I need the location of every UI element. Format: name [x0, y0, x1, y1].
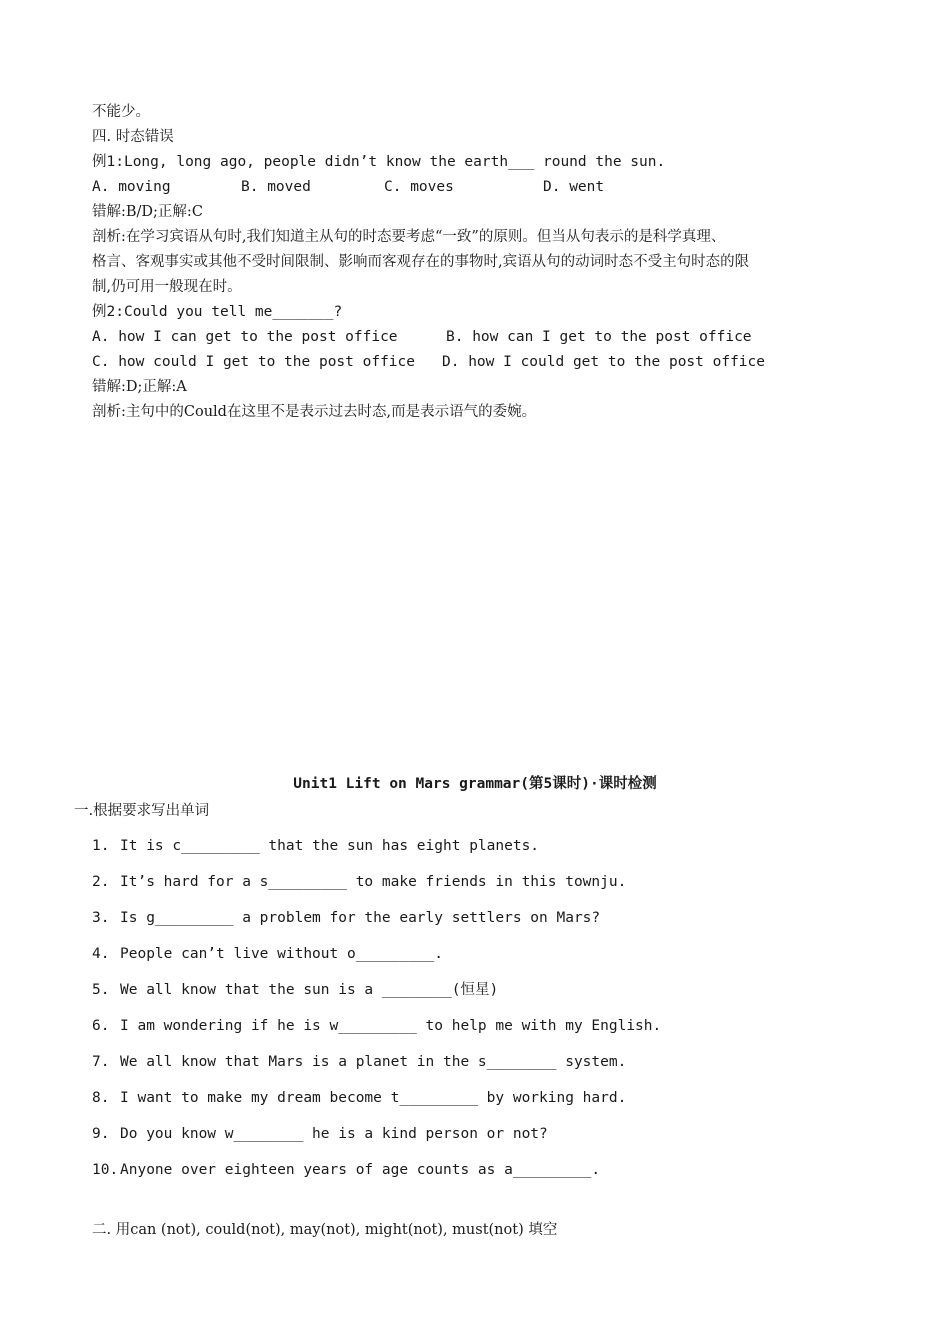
example-1-option-a: A. moving: [92, 179, 171, 195]
example-1-analysis-line-1: 剖析:在学习宾语从句时,我们知道主从句的时态要考虑“一致”的原则。但当从句表示的是科学真理、: [92, 229, 726, 245]
exercise-number: 1.: [92, 838, 110, 854]
exercise-item: [92, 908, 600, 928]
exercise-text: It is c_________ that the sun has eight planets.: [120, 838, 540, 854]
exercise-text: Is g_________ a problem for the early settlers on Mars?: [120, 910, 601, 926]
exercise-number: 2.: [92, 874, 110, 890]
section-heading-tense-errors: 四. 时态错误: [92, 129, 174, 145]
example-2-answer: 错解:D;正解:A: [92, 379, 187, 395]
exercise-number: 10.: [92, 1162, 119, 1178]
example-1-option-d: D. went: [543, 179, 605, 195]
exercise-number: 6.: [92, 1018, 110, 1034]
example-2-analysis: 剖析:主句中的Could在这里不是表示过去时态,而是表示语气的委婉。: [92, 404, 537, 420]
exercise-item: [92, 872, 626, 892]
exercise-item: [92, 1016, 661, 1036]
exercise-text: We all know that the sun is a ________(恒星): [120, 982, 499, 998]
example-2-option-d: D. how I could get to the post office: [442, 354, 766, 370]
exercise-text: I want to make my dream become t_________ by working hard.: [120, 1090, 627, 1106]
example-1-answer: 错解:B/D;正解:C: [92, 204, 203, 220]
exercise-text: Anyone over eighteen years of age counts as a_________.: [120, 1162, 601, 1178]
continuation-text: 不能少。: [92, 104, 150, 120]
part-2-heading: 二. 用can (not), could(not), may(not), might(not), must(not) 填空: [92, 1222, 558, 1238]
exercise-item: [92, 836, 539, 856]
exercise-number: 5.: [92, 982, 110, 998]
exercise-text: Do you know w________ he is a kind person or not?: [120, 1126, 548, 1142]
example-2-option-b: B. how can I get to the post office: [446, 329, 752, 345]
example-1-analysis-line-3: 制,仍可用一般现在时。: [92, 279, 242, 295]
example-2-option-c: C. how could I get to the post office: [92, 354, 416, 370]
exercise-text: I am wondering if he is w_________ to help me with my English.: [120, 1018, 662, 1034]
example-1-analysis-line-2: 格言、客观事实或其他不受时间限制、影响而客观存在的事物时,宾语从句的动词时态不受主句时态的限: [92, 254, 750, 270]
exercise-item: [92, 1124, 548, 1144]
exercise-number: 8.: [92, 1090, 110, 1106]
exercise-text: It’s hard for a s_________ to make friends in this townju.: [120, 874, 627, 890]
example-1-question: 例1:Long, long ago, people didn’t know the earth___ round the sun.: [92, 154, 666, 170]
exercise-item: [92, 944, 443, 964]
exercise-number: 9.: [92, 1126, 110, 1142]
exercise-text: People can’t live without o_________.: [120, 946, 444, 962]
example-1-option-b: B. moved: [241, 179, 311, 195]
exercise-item: [92, 1160, 600, 1180]
example-1-option-c: C. moves: [384, 179, 454, 195]
example-2-option-a: A. how I can get to the post office: [92, 329, 398, 345]
example-2-question: 例2:Could you tell me_______?: [92, 304, 343, 320]
exercise-item: [92, 980, 498, 1000]
test-title: Unit1 Lift on Mars grammar(第5课时)·课时检测: [293, 776, 657, 792]
exercise-item: [92, 1088, 626, 1108]
exercise-number: 3.: [92, 910, 110, 926]
exercise-number: 7.: [92, 1054, 110, 1070]
exercise-text: We all know that Mars is a planet in the s________ system.: [120, 1054, 627, 1070]
part-1-heading: 一.根据要求写出单词: [74, 803, 210, 819]
exercise-number: 4.: [92, 946, 110, 962]
exercise-item: [92, 1052, 626, 1072]
